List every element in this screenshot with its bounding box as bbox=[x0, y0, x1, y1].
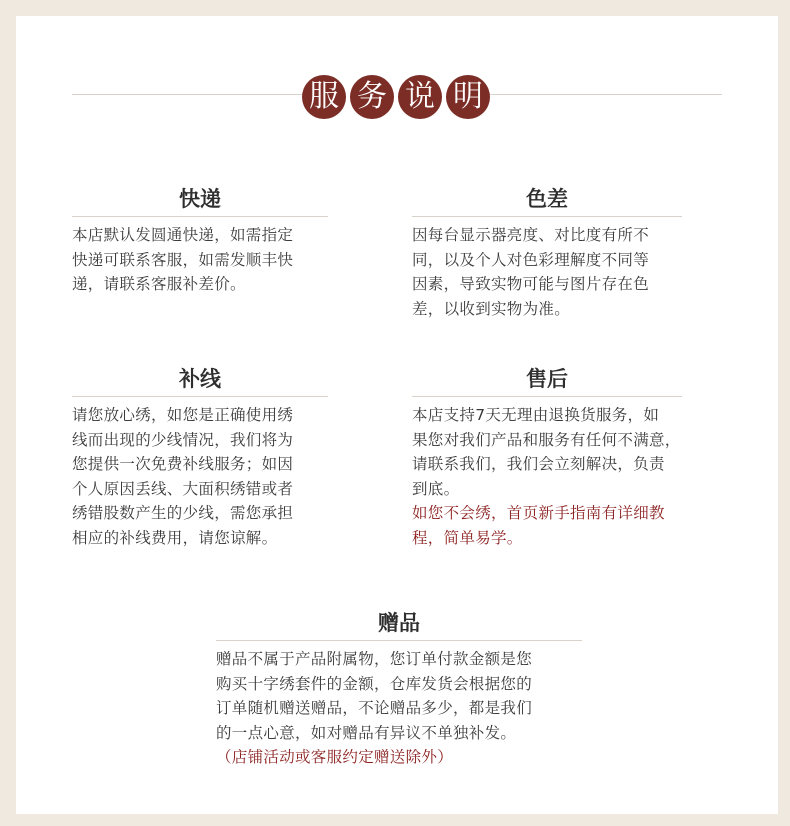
section-title: 色差 bbox=[526, 187, 568, 211]
section-text-line: 请联系我们，我们会立刻解决，负责 bbox=[412, 455, 665, 473]
section-title: 快递 bbox=[179, 187, 221, 211]
section-text-line: 请您放心绣，如您是正确使用绣 bbox=[72, 406, 294, 424]
section-note: （店铺活动或客服约定赠送除外） bbox=[216, 748, 454, 766]
service-info-panel bbox=[16, 16, 778, 814]
section-text-line: 您提供一次免费补线服务；如因 bbox=[72, 455, 294, 473]
title-char: 服 bbox=[302, 75, 346, 119]
section-express bbox=[72, 184, 328, 297]
section-text-line: 个人原因丢线、大面积绣错或者 bbox=[72, 479, 294, 498]
page-title bbox=[302, 75, 490, 115]
section-text-line: 本店默认发圆通快递，如需指定 bbox=[72, 226, 294, 244]
section-text-line: 相应的补线费用，请您谅解。 bbox=[72, 528, 278, 547]
section-text-line: 的一点心意，如对赠品有异议不单独补发。 bbox=[216, 723, 517, 742]
section-text-line: 差，以收到实物为准。 bbox=[412, 299, 571, 318]
section-text-line: 果您对我们产品和服务有任何不满意， bbox=[412, 430, 681, 449]
section-color bbox=[412, 184, 682, 321]
section-aftersale bbox=[412, 364, 712, 550]
section-text-line: 因素，导致实物可能与图片存在色 bbox=[412, 275, 650, 293]
section-text-line: 因每台显示器亮度、对比度有所不 bbox=[412, 226, 650, 244]
section-divider bbox=[72, 396, 328, 397]
section-divider bbox=[72, 216, 328, 217]
title-char: 说 bbox=[398, 75, 442, 119]
section-text-line: 到底。 bbox=[412, 479, 460, 498]
section-title: 售后 bbox=[526, 367, 568, 391]
header-divider-right bbox=[486, 94, 722, 95]
section-divider bbox=[412, 396, 682, 397]
header-divider-left bbox=[72, 94, 308, 95]
section-highlight-line: 程，简单易学。 bbox=[412, 528, 523, 547]
section-gift bbox=[216, 608, 582, 770]
section-title: 赠品 bbox=[378, 611, 420, 635]
title-char: 明 bbox=[446, 75, 490, 119]
section-divider bbox=[412, 216, 682, 217]
section-divider bbox=[216, 640, 582, 641]
section-text-line: 订单随机赠送赠品，不论赠品多少，都是我们 bbox=[216, 699, 533, 717]
section-text-line: 赠品不属于产品附属物，您订单付款金额是您 bbox=[216, 650, 533, 668]
title-char: 务 bbox=[350, 75, 394, 119]
section-highlight-line: 如您不会绣，首页新手指南有详细教 bbox=[412, 504, 665, 522]
section-text-line: 线而出现的少线情况，我们将为 bbox=[72, 430, 294, 449]
section-text-line: 同，以及个人对色彩理解度不同等 bbox=[412, 250, 650, 269]
section-text-line: 快递可联系客服，如需发顺丰快 bbox=[72, 250, 294, 269]
section-title: 补线 bbox=[179, 367, 221, 391]
section-text-line: 购买十字绣套件的金额，仓库发货会根据您的 bbox=[216, 674, 533, 693]
section-thread bbox=[72, 364, 328, 550]
section-text-line: 绣错股数产生的少线，需您承担 bbox=[72, 504, 294, 522]
section-text-line: 本店支持7天无理由退换货服务，如 bbox=[412, 406, 660, 424]
section-text-line: 递，请联系客服补差价。 bbox=[72, 275, 246, 293]
